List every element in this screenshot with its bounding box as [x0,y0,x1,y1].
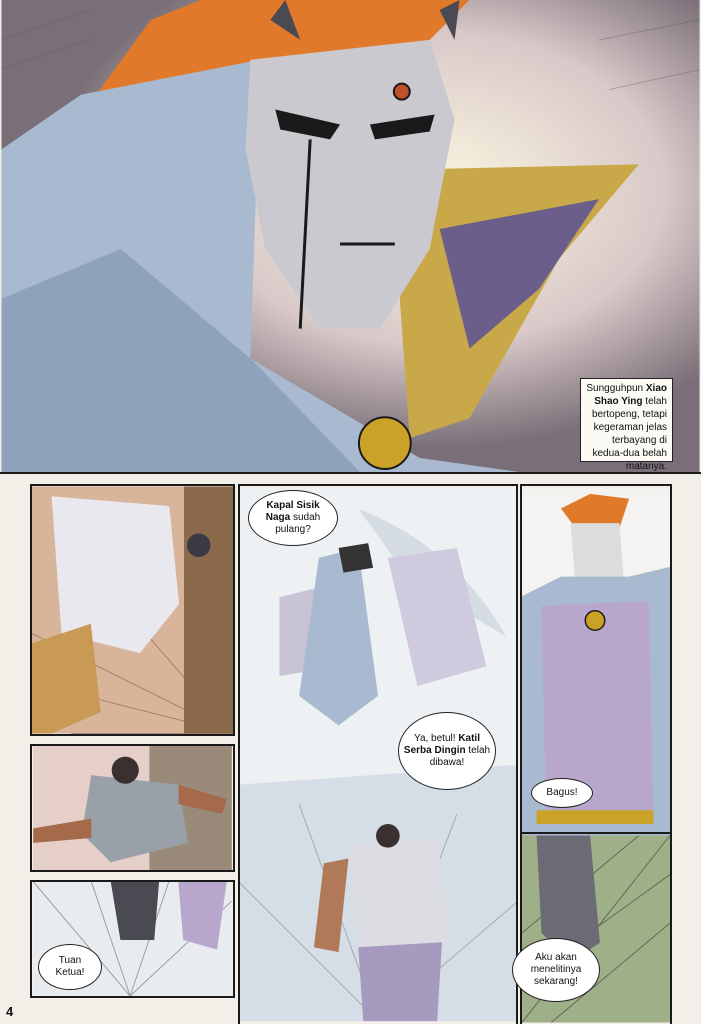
bubble-kapal-post: sudah pulang? [275,512,321,535]
panel-left-2-running [30,744,235,872]
bubble-bagus-text: Bagus! [546,787,578,798]
speech-bubble-aku [512,938,600,1002]
bubble-kapal-bold: Kapal Sisik Naga [265,500,320,523]
speech-bubble-ya-betul [398,712,496,790]
panel-right-villain-standing [520,484,672,864]
panel-left-1-leaping [30,484,235,736]
bubble-tuan-text: Tuan Ketua! [55,955,85,978]
caption-name: Xiao Shao Ying [594,383,667,407]
bubble-ya-post: telah dibawa! [429,745,491,768]
speech-bubble-bagus [531,778,593,808]
running-man-art [32,746,233,870]
narration-caption [580,378,673,472]
caption-text-post: telah bertopeng, tetapi kegeraman jelas terbayang di kedua-dua belah matanya. [591,396,667,472]
speech-bubble-kapal [248,490,338,546]
bubble-ya-bold: Katil Serba Dingin [403,733,480,756]
speech-bubble-tuan-ketua [38,944,102,990]
page-number: 4 [6,1004,14,1019]
bubble-aku-text: Aku akan menelitinya sekarang! [530,952,582,987]
bubble-ya-pre: Ya, betul! [414,733,459,744]
caption-text-pre: Sungguhpun [586,383,646,394]
leaping-figures-art [32,486,233,734]
